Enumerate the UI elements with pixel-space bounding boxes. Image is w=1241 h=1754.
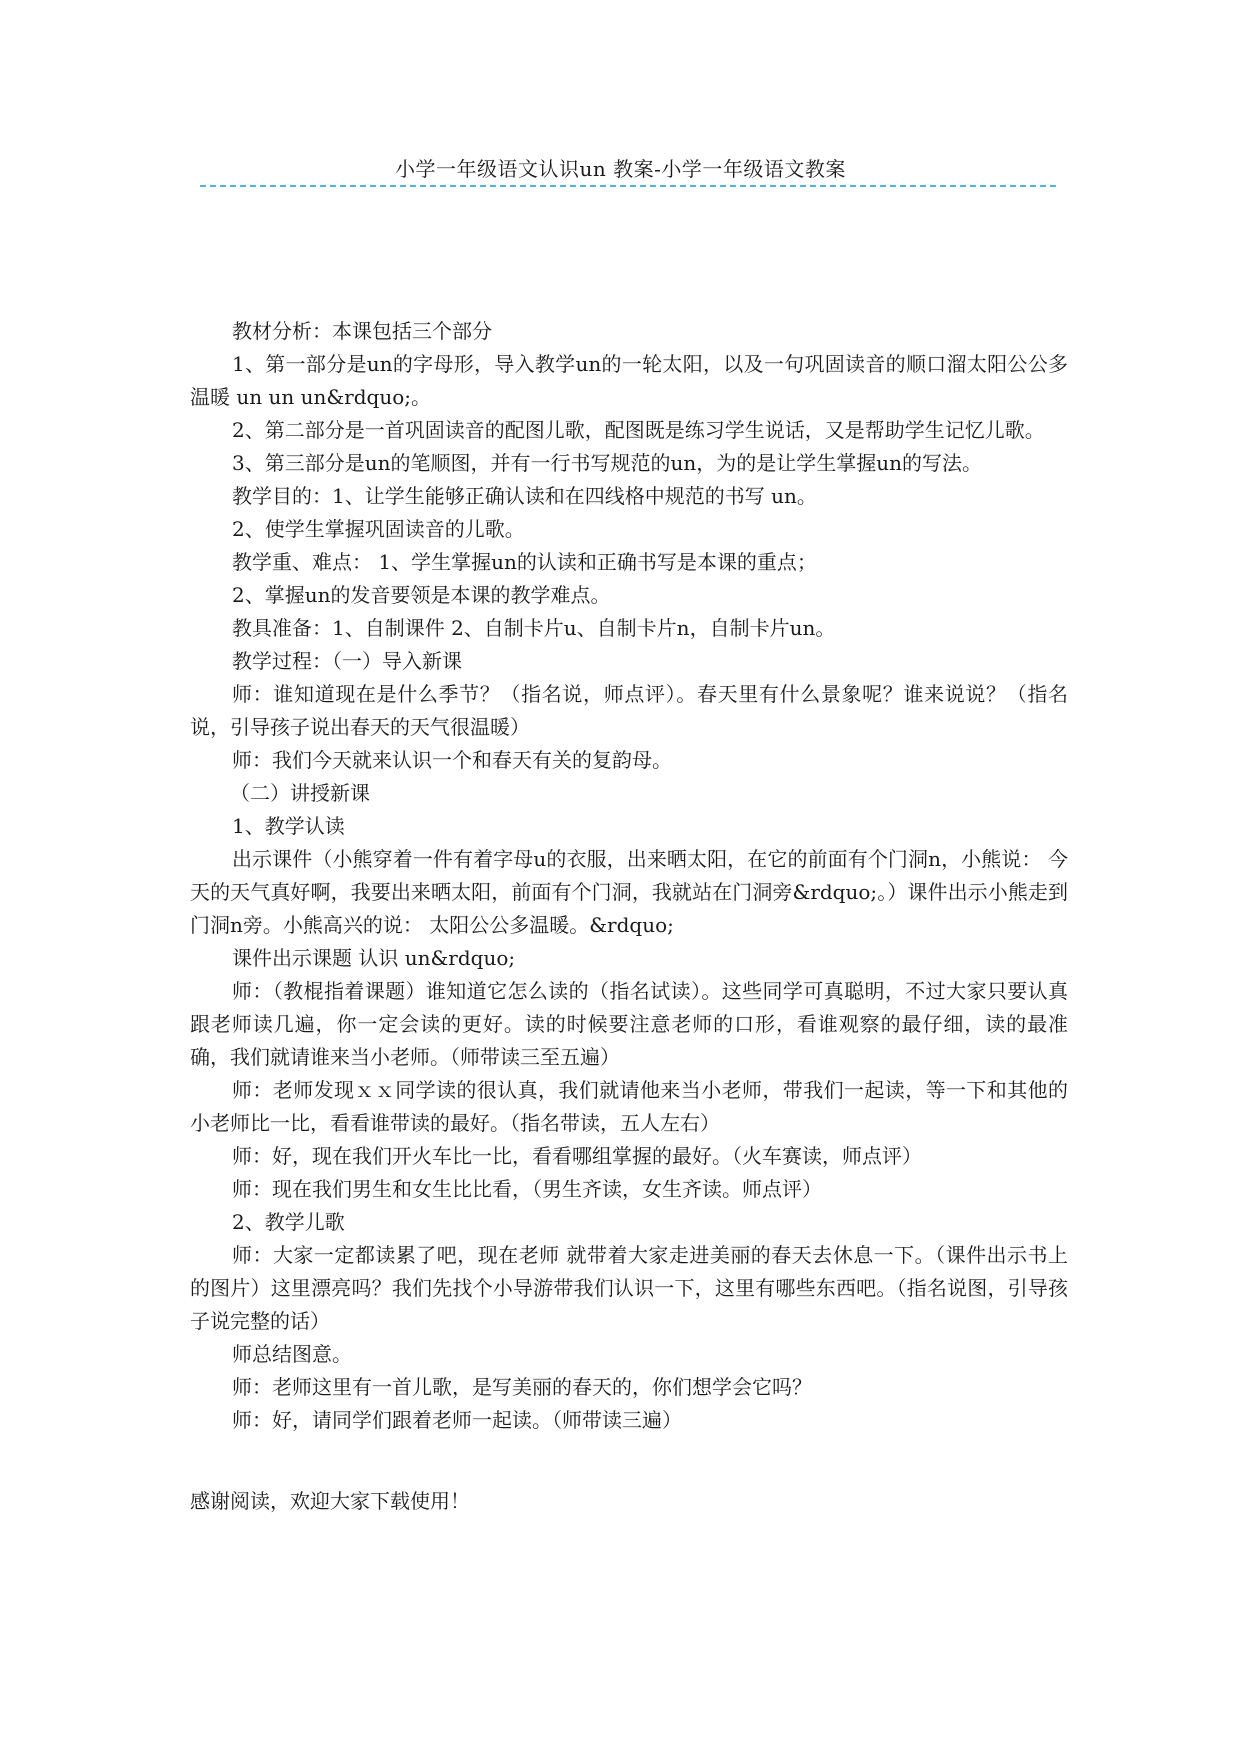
- paragraph: 2、使学生掌握巩固读音的儿歌。: [232, 517, 525, 541]
- title-divider: [200, 185, 1056, 187]
- paragraph: 1、教学认读: [232, 814, 345, 838]
- paragraph: 出示课件（小熊穿着一件有着字母u的衣服，出来晒太阳，在它的前面有个门洞n，小熊说： 今天的天气真好啊，我要出来晒太阳，前面有个门洞，我就站在门洞旁&rdquo;。）课件出示小熊走到门洞n旁。小熊高兴的说： 太阳公公多温暖。&rdquo;: [190, 847, 1068, 937]
- document-body: [190, 315, 1068, 1437]
- paragraph: 教学重、难点： 1、学生掌握un的认读和正确书写是本课的重点；: [232, 550, 817, 574]
- paragraph: 师总结图意。: [232, 1342, 352, 1366]
- paragraph: 课件出示课题 认识 un&rdquo;: [232, 946, 516, 970]
- paragraph: 师：（教棍指着课题）谁知道它怎么读的（指名试读）。这些同学可真聪明，不过大家只要认真跟老师读几遍，你一定会读的更好。读的时候要注意老师的口形，看谁观察的最仔细，读的最准确，我们就请谁来当小老师。（师带读三至五遍）: [190, 979, 1068, 1069]
- paragraph: 教学目的：1、让学生能够正确认读和在四线格中规范的书写 un。: [232, 484, 817, 508]
- paragraph: 师：好，请同学们跟着老师一起读。（师带读三遍）: [232, 1408, 682, 1432]
- paragraph: 师：好，现在我们开火车比一比，看看哪组掌握的最好。（火车赛读，师点评）: [232, 1144, 922, 1168]
- paragraph: 教具准备：1、自制课件 2、自制卡片u、自制卡片n，自制卡片un。: [232, 616, 836, 640]
- document-title: 小学一年级语文认识un 教案-小学一年级语文教案: [395, 157, 846, 181]
- paragraph: 师：谁知道现在是什么季节？（指名说，师点评）。春天里有什么景象呢？谁来说说？（指名说，引导孩子说出春天的天气很温暖）: [190, 682, 1068, 739]
- paragraph: 2、第二部分是一首巩固读音的配图儿歌，配图既是练习学生说话，又是帮助学生记忆儿歌。: [232, 418, 1045, 442]
- paragraph: 3、第三部分是un的笔顺图，并有一行书写规范的un，为的是让学生掌握un的写法。: [232, 451, 983, 475]
- paragraph: （二）讲授新课: [230, 781, 370, 805]
- paragraph: 1、第一部分是un的字母形，导入教学un的一轮太阳，以及一句巩固读音的顺口溜太阳公公多温暖 un un un&rdquo;。: [190, 352, 1068, 409]
- paragraph: 教学过程：（一）导入新课: [232, 649, 462, 673]
- paragraph: 师：老师发现ｘｘ同学读的很认真，我们就请他来当小老师，带我们一起读，等一下和其他的小老师比一比，看看谁带读的最好。（指名带读，五人左右）: [190, 1078, 1068, 1135]
- paragraph: 师：老师这里有一首儿歌，是写美丽的春天的，你们想学会它吗？: [232, 1375, 812, 1399]
- paragraph: 师：大家一定都读累了吧，现在老师 就带着大家走进美丽的春天去休息一下。（课件出示书上的图片）这里漂亮吗？我们先找个小导游带我们认识一下，这里有哪些东西吧。（指名说图，引导孩子说完整的话）: [190, 1243, 1068, 1333]
- footer-note: 感谢阅读，欢迎大家下载使用！: [190, 1489, 470, 1513]
- paragraph: 教材分析：本课包括三个部分: [232, 319, 492, 343]
- paragraph: 师：我们今天就来认识一个和春天有关的复韵母。: [232, 748, 672, 772]
- paragraph: 2、掌握un的发音要领是本课的教学难点。: [232, 583, 611, 607]
- paragraph: 2、教学儿歌: [232, 1210, 345, 1234]
- paragraph: 师：现在我们男生和女生比比看，（男生齐读，女生齐读。师点评）: [232, 1177, 822, 1201]
